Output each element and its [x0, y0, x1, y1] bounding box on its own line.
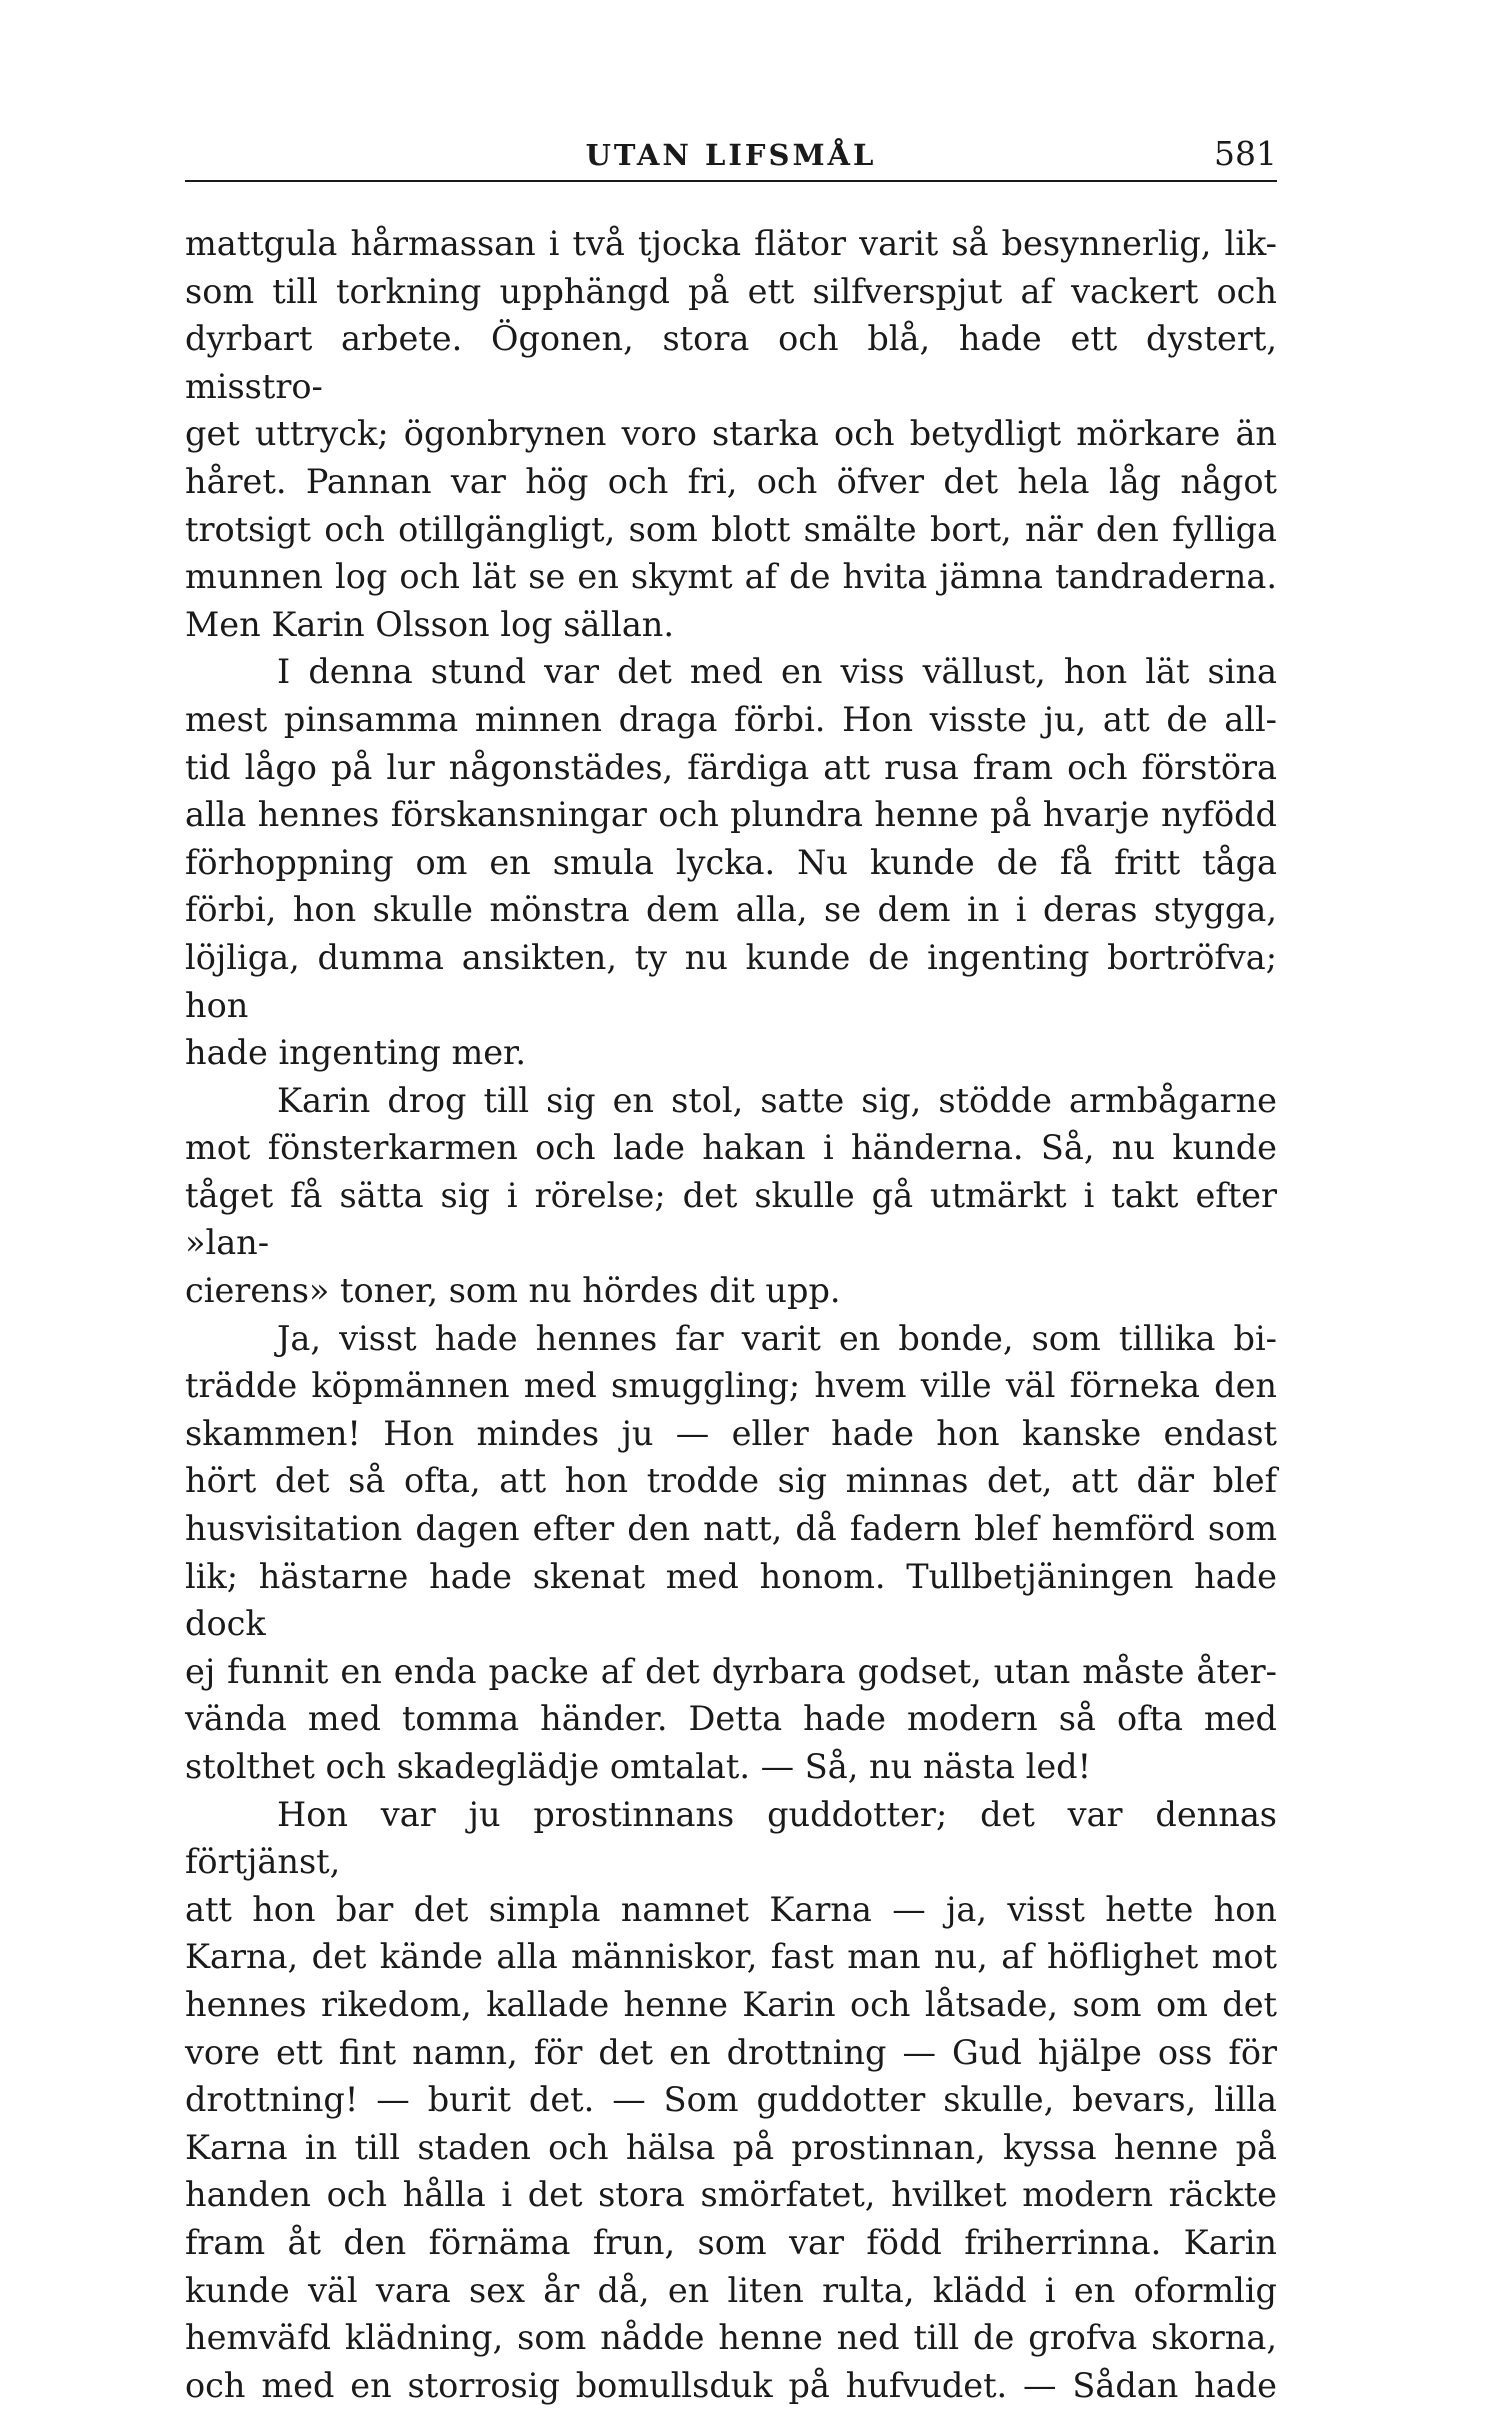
text-line: Karin drog till sig en stol, satte sig, stödde armbågarne [277, 1080, 1277, 1120]
text-line: alla hennes förskansningar och plundra henne på hvarje nyfödd [185, 795, 1277, 835]
text-line: Hon var ju prostinnans guddotter; det var dennas förtjänst, [185, 1794, 1277, 1882]
text-line: som till torkning upphängd på ett silfverspjut af vackert och [185, 271, 1277, 311]
text-line: trotsigt och otillgängligt, som blott smälte bort, när den fylliga [185, 509, 1277, 549]
text-line: Karna, det kände alla människor, fast man nu, af höflighet mot [185, 1937, 1277, 1977]
text-line: fram åt den förnäma frun, som var född friherrinna. Karin [185, 2222, 1277, 2262]
text-line: hade ingenting mer. [185, 1033, 527, 1073]
text-line: ej funnit en enda packe af det dyrbara godset, utan måste åter- [185, 1651, 1277, 1691]
text-line: mot fönsterkarmen och lade hakan i händerna. Så, nu kunde [185, 1128, 1277, 1168]
running-title: UTAN LIFSMÅL [585, 138, 877, 172]
text-line: löjliga, dumma ansikten, ty nu kunde de ingenting bortröfva; hon [185, 937, 1277, 1025]
running-head [185, 132, 1277, 182]
text-line: förhoppning om en smula lycka. Nu kunde de få fritt tåga [185, 842, 1277, 882]
text-line: mest pinsamma minnen draga förbi. Hon visste ju, att de all- [185, 699, 1277, 739]
text-line: handen och hålla i det stora smörfatet, hvilket modern räckte [185, 2175, 1277, 2215]
body-text [185, 220, 1277, 2409]
text-line: tid lågo på lur någonstädes, färdiga att rusa fram och förstöra [185, 747, 1277, 787]
text-line: Karna in till staden och hälsa på prostinnan, kyssa henne på [185, 2127, 1277, 2167]
text-line: dyrbart arbete. Ögonen, stora och blå, hade ett dystert, misstro- [185, 319, 1277, 406]
text-line: kunde väl vara sex år då, en liten rulta, klädd i en oformlig [185, 2270, 1277, 2310]
text-line: håret. Pannan var hög och fri, och öfver det hela låg något [185, 461, 1277, 501]
text-line: vända med tomma händer. Detta hade modern så ofta med [185, 1699, 1277, 1739]
text-line: cierens» toner, som nu hördes dit upp. [185, 1271, 841, 1311]
text-line: vore ett fint namn, för det en drottning — Gud hjälpe oss för [185, 2032, 1277, 2072]
text-line: get uttryck; ögonbrynen voro starka och betydligt mörkare än [185, 414, 1277, 454]
text-line: att hon bar det simpla namnet Karna — ja, visst hette hon [185, 1889, 1277, 1929]
text-line: drottning! — burit det. — Som guddotter skulle, bevars, lilla [185, 2080, 1277, 2120]
text-line: hemväfd klädning, som nådde henne ned till de grofva skorna, [185, 2318, 1277, 2358]
text-line: lik; hästarne hade skenat med honom. Tullbetjäningen hade dock [185, 1556, 1277, 1644]
text-line: och med en storrosig bomullsduk på hufvudet. — Sådan hade [185, 2365, 1277, 2405]
book-page [185, 132, 1277, 2409]
text-line: mattgula hårmassan i två tjocka flätor varit så besynnerlig, lik- [185, 224, 1277, 263]
text-line: förbi, hon skulle mönstra dem alla, se dem in i deras stygga, [185, 890, 1277, 930]
text-line: munnen log och lät se en skymt af de hvita jämna tandraderna. [185, 557, 1277, 597]
page-number: 581 [1214, 134, 1277, 173]
text-line: I denna stund var det med en viss vällust, hon lät sina [277, 652, 1277, 692]
text-line: Ja, visst hade hennes far varit en bonde, som tillika bi- [277, 1318, 1277, 1358]
text-line: hennes rikedom, kallade henne Karin och låtsade, som om det [185, 1984, 1277, 2024]
text-line: Men Karin Olsson log sällan. [185, 604, 675, 644]
text-line: tåget få sätta sig i rörelse; det skulle gå utmärkt i takt efter »lan- [185, 1175, 1277, 1263]
text-line: skammen! Hon mindes ju — eller hade hon kanske endast [185, 1413, 1277, 1453]
text-line: trädde köpmännen med smuggling; hvem ville väl förneka den [185, 1366, 1277, 1406]
text-line: hört det så ofta, att hon trodde sig minnas det, att där blef [185, 1461, 1277, 1501]
text-line: husvisitation dagen efter den natt, då fadern blef hemförd som [185, 1509, 1277, 1549]
text-line: stolthet och skadeglädje omtalat. — Så, nu nästa led! [185, 1747, 1092, 1786]
